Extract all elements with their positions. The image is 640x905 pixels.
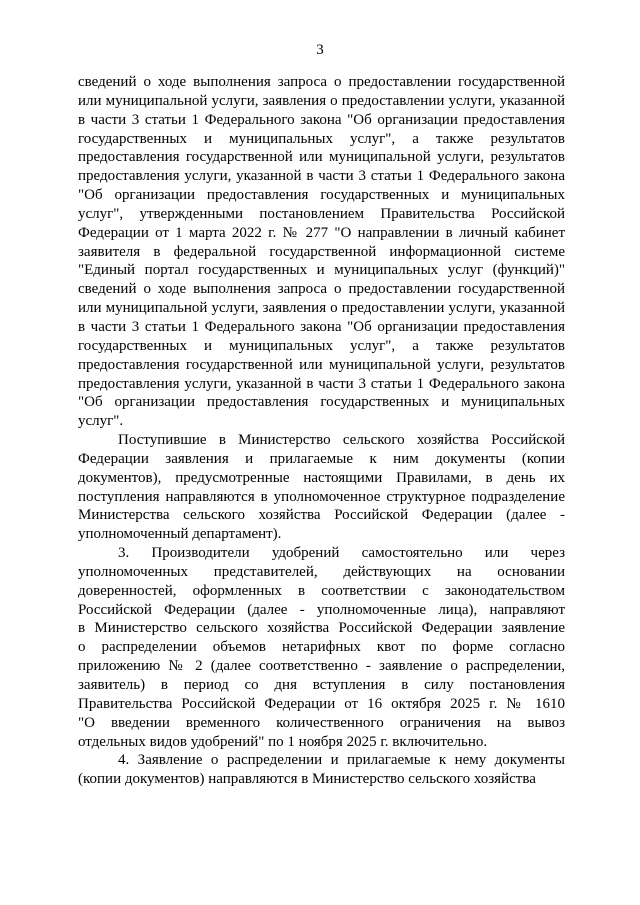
paragraph xyxy=(78,431,565,544)
text-line: заявителя в федеральной государственной информационной системе xyxy=(78,243,565,260)
text-line: в Министерство сельского хозяйства Российской Федерации заявление xyxy=(78,620,565,637)
text-line: отдельных видов удобрений" по 1 ноября 2025 г. включительно. xyxy=(78,733,488,750)
text-line: государственных и муниципальных услуг", а также результатов xyxy=(78,337,565,354)
text-line: "Об организации предоставления государственных и муниципальных xyxy=(78,394,565,411)
text-line: Министерства сельского хозяйства Российской Федерации (далее - xyxy=(78,507,565,524)
text-line: Российской Федерации (далее - уполномоченные лица), направляют xyxy=(78,601,565,618)
text-line: "Об организации предоставления государственных и муниципальных xyxy=(78,187,565,204)
text-line: Правительства Российской Федерации от 16 октября 2025 г. № 1610 xyxy=(78,695,565,712)
text-line: Федерации от 1 марта 2022 г. № 277 "О направлении в личный кабинет xyxy=(78,224,565,241)
text-line: услуг", утвержденными постановлением Правительства Российской xyxy=(78,205,565,222)
text-line: или муниципальной услуги, заявления о предоставлении услуги, указанной xyxy=(78,92,565,109)
paragraph xyxy=(78,73,565,431)
text-line: или муниципальной услуги, заявления о предоставлении услуги, указанной xyxy=(78,300,565,317)
text-line: (копии документов) направляются в Министерство сельского хозяйства xyxy=(78,771,536,788)
text-line: предоставления услуги, указанной в части 3 статьи 1 Федерального закона xyxy=(78,168,565,185)
text-line: Федерации заявления и прилагаемые к ним документы (копии xyxy=(78,450,565,467)
text-line: сведений о ходе выполнения запроса о предоставлении государственной xyxy=(78,74,565,90)
text-line: заявитель) в период со дня вступления в силу постановления xyxy=(78,677,565,693)
text-line: документов), предусмотренные настоящими Правилами, в день их xyxy=(78,469,565,486)
paragraph xyxy=(78,751,565,789)
text-line: приложению № 2 (далее соответственно - заявление о распределении, xyxy=(78,658,565,675)
text-line: предоставления услуги, указанной в части 3 статьи 1 Федерального закона xyxy=(78,375,565,392)
text-line: предоставления государственной или муниципальной услуги, результатов xyxy=(78,149,565,166)
text-line: уполномоченных представителей, действующих на основании xyxy=(78,563,565,580)
text-line: доверенностей, оформленных в соответствии с законодательством xyxy=(78,582,565,599)
text-line: о распределении объемов нетарифных квот по форме согласно xyxy=(78,639,565,656)
text-line: государственных и муниципальных услуг", а также результатов xyxy=(78,130,565,147)
text-line: Поступившие в Министерство сельского хозяйства Российской xyxy=(118,432,565,449)
paragraph xyxy=(78,544,565,751)
document-body xyxy=(78,73,565,789)
text-line: услуг". xyxy=(78,413,124,430)
text-line: "О введении временного количественного ограничения на вывоз xyxy=(78,714,565,731)
text-line: в части 3 статьи 1 Федерального закона "Об организации предоставления xyxy=(78,111,565,128)
text-line: 3. Производители удобрений самостоятельно или через xyxy=(118,545,565,562)
page-number: 3 xyxy=(316,42,324,58)
text-line: предоставления государственной или муниципальной услуги, результатов xyxy=(78,356,565,373)
text-line: "Единый портал государственных и муниципальных услуг (функций)" xyxy=(78,262,565,279)
text-line: 4. Заявление о распределении и прилагаемые к нему документы xyxy=(118,752,565,769)
text-line: уполномоченный департамент). xyxy=(78,526,282,543)
text-line: в части 3 статьи 1 Федерального закона "Об организации предоставления xyxy=(78,318,565,335)
text-line: сведений о ходе выполнения запроса о предоставлении государственной xyxy=(78,281,565,298)
text-line: поступления направляются в уполномоченное структурное подразделение xyxy=(78,488,565,505)
